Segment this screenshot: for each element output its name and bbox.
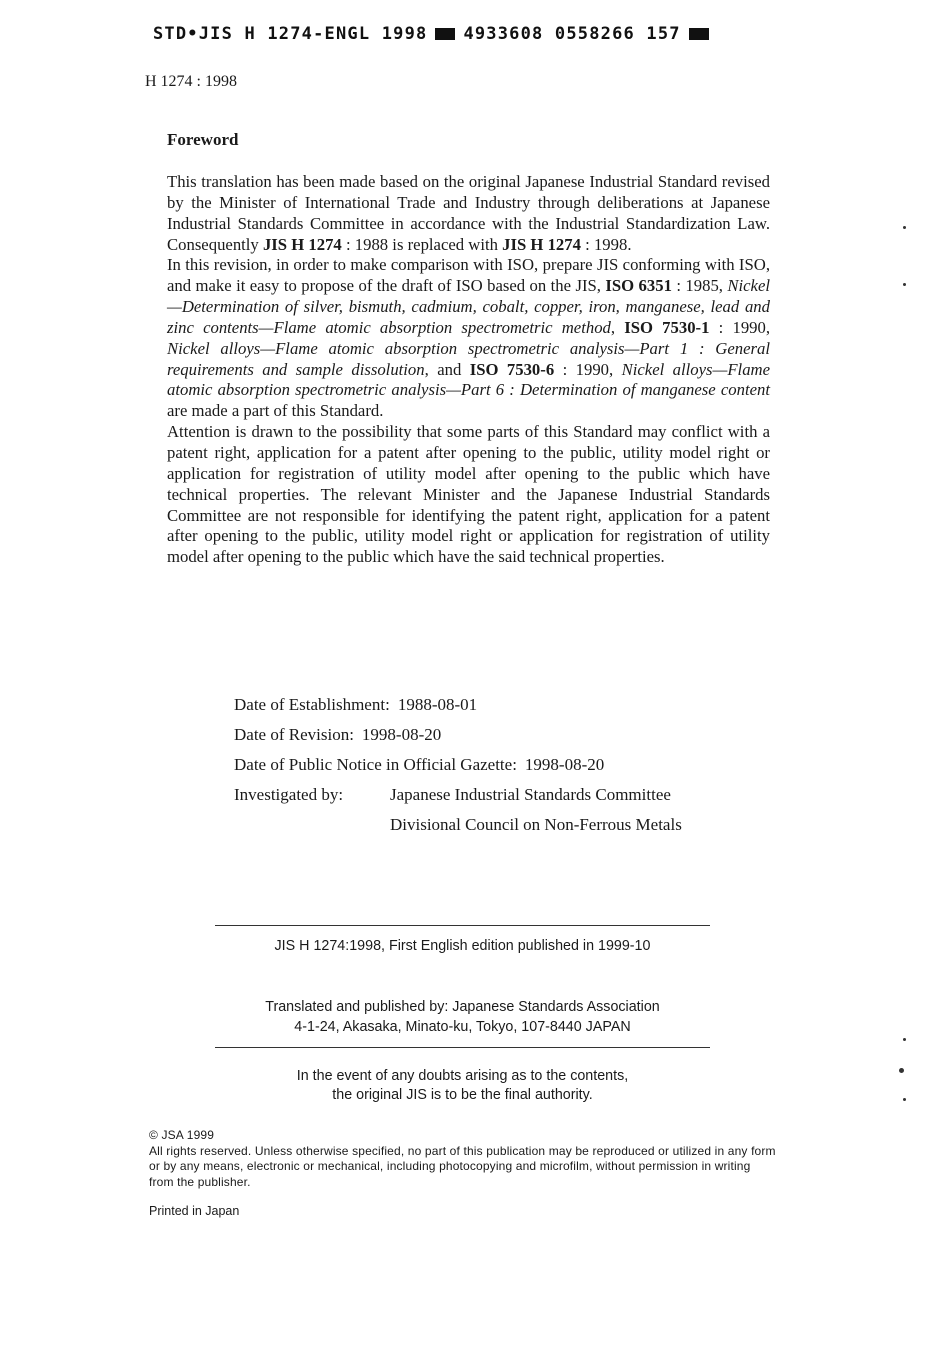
standard-title: Nickel alloys—Flame atomic absorption spectrometric analysis—Part 1 : General requirements and sample dissolution: [167, 338, 770, 379]
establishment-label: Date of Establishment:: [234, 695, 390, 714]
text-run: This translation has been made based on the original Japanese Industrial Standard revised by the Minister of International Trade and Industry through deliberations at Japanese Industrial Standards Committee in accordance with the Industrial Standardization Law. Consequently: [167, 172, 770, 254]
text-run: : 1990,: [554, 359, 622, 379]
text-run: , and: [424, 359, 470, 379]
text-run: : 1998.: [580, 234, 632, 254]
stamp-bar-mark-end: [689, 28, 709, 40]
stamp-serial: 4933608 0558266 157: [463, 24, 681, 44]
investigated-by-row: [234, 780, 682, 810]
publisher-block: [215, 997, 710, 1037]
divider-bottom: [215, 1047, 710, 1048]
printed-in: Printed in Japan: [149, 1204, 240, 1218]
investigated-by-row-2: Divisional Council on Non-Ferrous Metals: [390, 815, 682, 834]
scan-speck: [903, 283, 906, 286]
text-run: : 1985,: [671, 276, 728, 296]
revision-label: Date of Revision:: [234, 725, 354, 744]
public-notice-value: 1998-08-20: [524, 755, 605, 774]
scan-speck: [903, 1098, 906, 1101]
public-notice-date-row: [234, 750, 682, 780]
standard-ref: ISO 6351: [605, 276, 672, 296]
foreword-paragraph-3: Attention is drawn to the possibility that some parts of this Standard may conflict with a patent right, application for a patent after opening to the public, utility model right or application for registration of utility model after opening to the public which have technical properties. The relevant Minister and the Japanese Industrial Standards Committee are not responsible for identifying the patent right, application for a patent after opening to the public, utility model right or application for registration of utility model after opening to the public which have the said technical properties.: [167, 422, 770, 567]
stamp-code: STD•JIS H 1274-ENGL 1998: [153, 24, 428, 44]
dates-block: [234, 690, 682, 840]
public-notice-label: Date of Public Notice in Official Gazette:: [234, 755, 517, 774]
text-run: ,: [610, 317, 625, 337]
foreword-heading: Foreword: [167, 130, 239, 149]
investigated-label: Investigated by:: [234, 785, 344, 804]
document-stamp-header: [153, 24, 753, 44]
standard-title: Nickel—Determination of silver, bismuth, cadmium, cobalt, copper, iron, manganese, lead and zinc contents—Flame atomic absorption spectrometric method: [167, 276, 770, 337]
revision-date-row: [234, 720, 682, 750]
edition-line: JIS H 1274:1998, First English edition published in 1999-10: [274, 938, 651, 954]
standard-ref: JIS H 1274: [262, 234, 342, 254]
establishment-value: 1988-08-01: [397, 695, 478, 714]
authority-notice-line-2: the original JIS is to be the final authority.: [332, 1087, 593, 1103]
standard-ref: ISO 7530-1: [624, 317, 710, 337]
standard-ref: ISO 7530-6: [469, 359, 555, 379]
publisher-line-1: Translated and published by: Japanese Standards Association: [265, 999, 660, 1015]
copyright-line: © JSA 1999: [149, 1128, 215, 1142]
text-run: are made a part of this Standard.: [167, 401, 384, 421]
text-run: In this revision, in order to make comparison with ISO, prepare JIS conforming with ISO, and make it easy to propose of the draft of ISO based on the JIS,: [167, 255, 770, 296]
establishment-date-row: [234, 690, 682, 720]
scan-speck: [903, 226, 906, 229]
foreword-paragraph-2: [167, 255, 770, 422]
authority-notice: [215, 1067, 710, 1105]
text-run: : 1988 is replaced with: [341, 234, 503, 254]
investigated-committee: Japanese Industrial Standards Committee: [390, 785, 671, 804]
standard-ref: JIS H 1274: [502, 234, 581, 254]
copyright-block: [149, 1128, 777, 1190]
publisher-address: 4-1-24, Akasaka, Minato-ku, Tokyo, 107-8440 JAPAN: [294, 1019, 631, 1035]
page-identifier: H 1274 : 1998: [145, 73, 237, 90]
standard-title: Nickel alloys—Flame atomic absorption spectrometric analysis—Part 6 : Determination of manganese content: [167, 359, 770, 400]
revision-value: 1998-08-20: [361, 725, 442, 744]
text-run: : 1990,: [709, 317, 771, 337]
rights-notice: All rights reserved. Unless otherwise specified, no part of this publication may be reproduced or utilized in any form or by any means, electronic or mechanical, including photocopying and microfilm, without permission in writing from the publisher.: [149, 1143, 776, 1189]
scan-speck: [903, 1038, 906, 1041]
scan-speck: [899, 1068, 904, 1073]
foreword-paragraph-1: [167, 172, 770, 255]
divider-top: [215, 925, 710, 926]
stamp-bar-mark: [435, 28, 455, 40]
foreword-body: [167, 172, 770, 568]
authority-notice-line-1: In the event of any doubts arising as to the contents,: [296, 1068, 629, 1084]
